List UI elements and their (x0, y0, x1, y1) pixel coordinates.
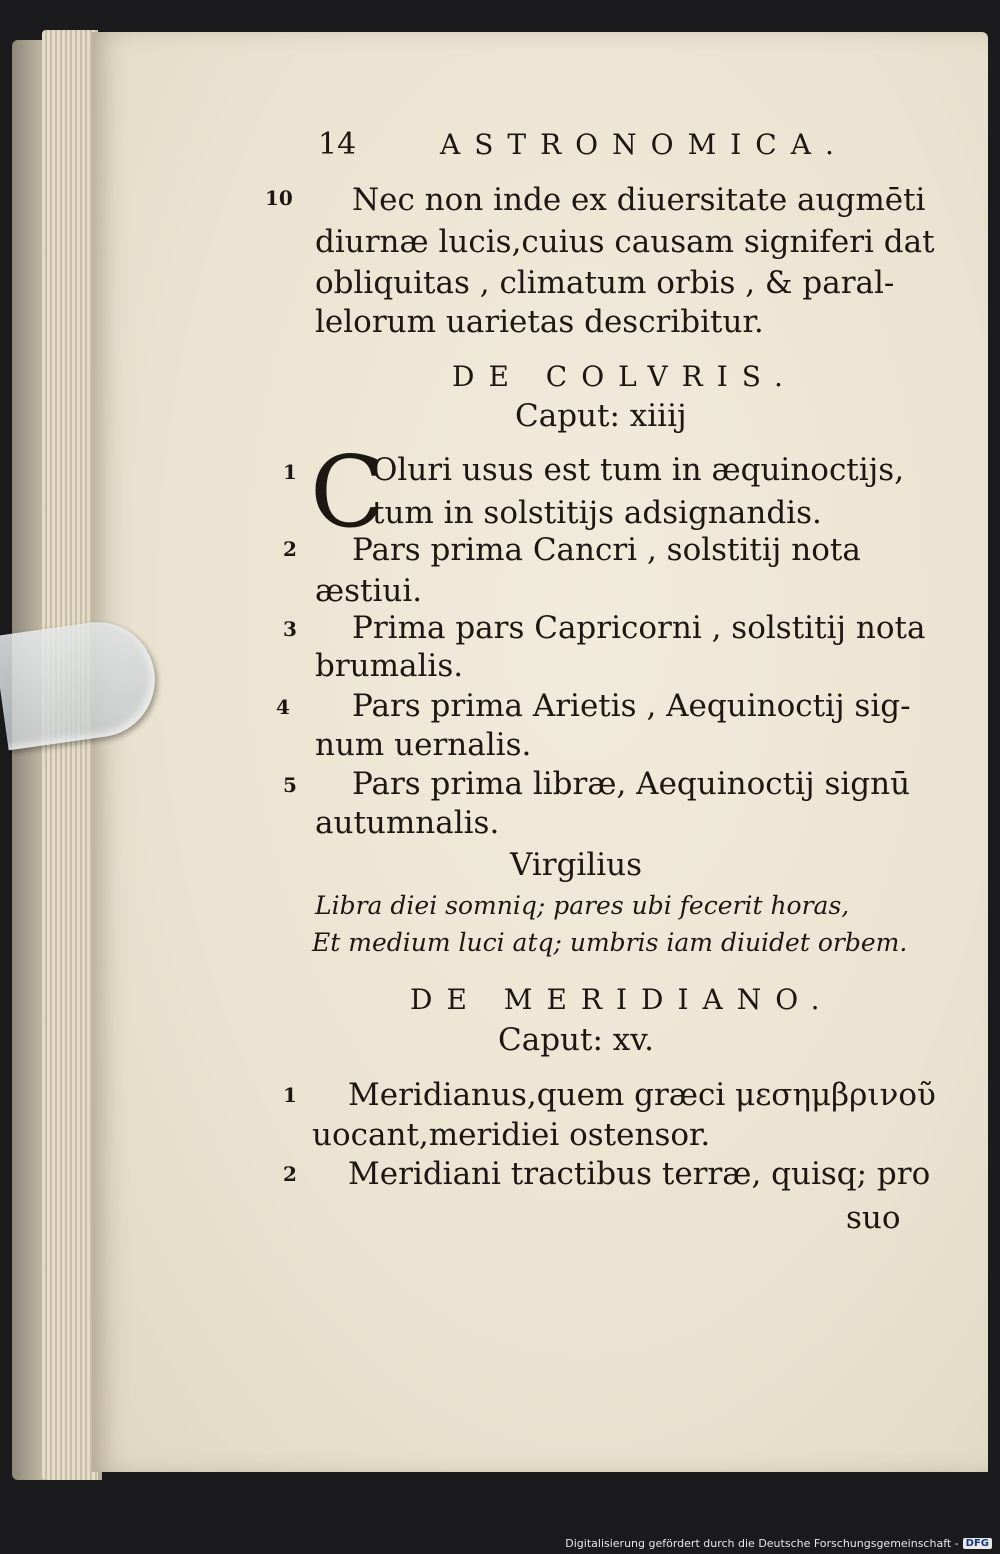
text-line: lelorum uarietas describitur. (315, 304, 764, 340)
text-line: Meridiani tractibus terræ, quisq; pro (348, 1156, 931, 1192)
footer-text: Digitalisierung gefördert durch die Deutsche Forschungsgemeinschaft - (565, 1537, 959, 1550)
quote-line: Libra diei somniq; pares ubi fecerit horas, (315, 891, 850, 920)
margin-number: 5 (283, 773, 297, 797)
text-line: brumalis. (315, 648, 464, 684)
margin-number: 2 (283, 1162, 297, 1186)
margin-number: 1 (283, 1083, 297, 1107)
text-line: diurnæ lucis,cuius causam signiferi dat (315, 224, 935, 260)
quote-line: Et medium luci atq; umbris iam diuidet orbem. (312, 928, 908, 957)
chapter-label: Caput: xiiij (515, 398, 687, 434)
chapter-label: Caput: xv. (498, 1022, 654, 1058)
text-line: Pars prima libræ, Aequinoctij signū (352, 766, 911, 802)
text-line: Meridianus,quem græci μεσημβρινοῦ (348, 1077, 936, 1113)
text-line: Pars prima Arietis , Aequinoctij sig- (352, 688, 911, 724)
dfg-logo: DFG (963, 1538, 992, 1549)
text-line: obliquitas , climatum orbis , & paral- (315, 265, 895, 301)
text-line: Prima pars Capricorni , solstitij nota (352, 610, 926, 646)
quote-author: Virgilius (510, 847, 643, 883)
margin-number: 3 (283, 617, 297, 641)
section-heading: DE COLVRIS. (452, 360, 797, 393)
text-line: uocant,meridiei ostensor. (312, 1117, 711, 1153)
catchword: suo (846, 1200, 901, 1236)
margin-number: 10 (265, 186, 293, 210)
digitization-footer (565, 1537, 992, 1550)
text-line: Pars prima Cancri , solstitij nota (352, 532, 861, 568)
text-line: Nec non inde ex diuersitate augmēti (352, 182, 926, 218)
running-title: ASTRONOMICA. (440, 128, 848, 161)
page-number: 14 (318, 127, 357, 162)
text-line: autumnalis. (315, 805, 500, 841)
margin-number: 1 (283, 460, 297, 484)
drop-cap: C (310, 436, 385, 550)
margin-number: 2 (283, 537, 297, 561)
margin-number: 4 (276, 695, 290, 719)
text-line: æstiui. (315, 573, 423, 609)
section-heading: DE MERIDIANO. (410, 983, 834, 1016)
text-line: num uernalis. (315, 727, 532, 763)
text-line: tum in solstitijs adsignandis. (372, 495, 822, 531)
text-line: Oluri usus est tum in æquinoctijs, (372, 452, 905, 488)
